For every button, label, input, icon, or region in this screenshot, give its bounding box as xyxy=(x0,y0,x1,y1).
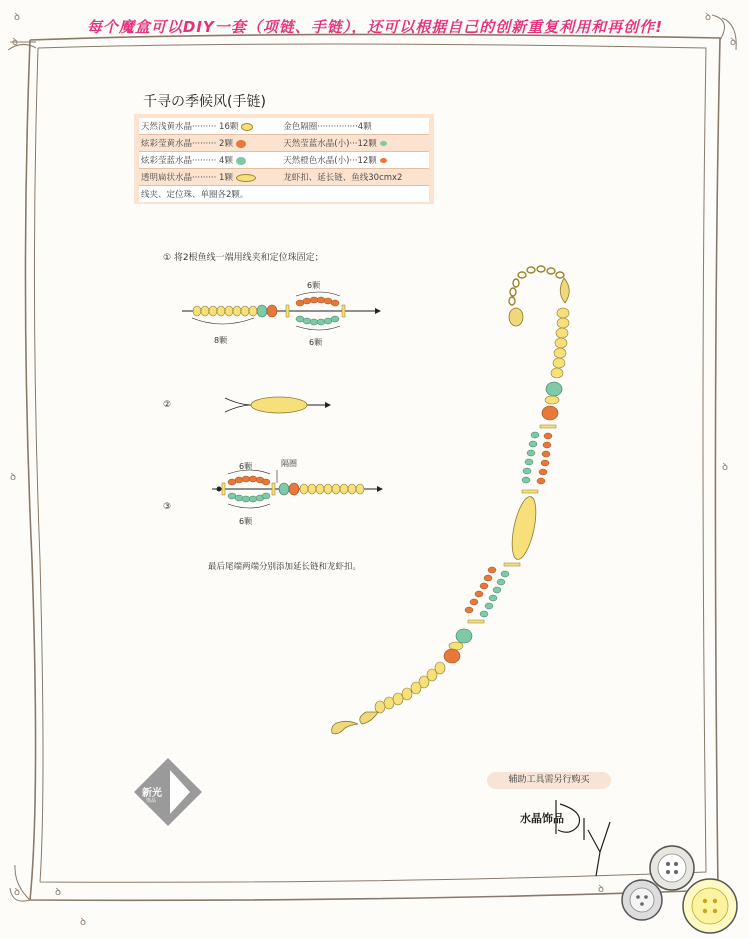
step-3-marker: ③ xyxy=(163,502,172,512)
tools-note-badge: 辅助工具需另行购买 xyxy=(487,772,611,789)
material-name: 天然浅黄水晶········· 16颗 xyxy=(139,118,281,135)
logo-text: 新光 xyxy=(142,788,162,799)
svg-text:ꝺ: ꝺ xyxy=(14,12,20,23)
logo-subtext: 饰品 xyxy=(146,798,157,804)
material-name: 龙虾扣、延长链、鱼线30cmx2 xyxy=(281,169,429,186)
svg-text:ꝺ: ꝺ xyxy=(14,887,20,898)
svg-text:ꝺ: ꝺ xyxy=(12,37,18,48)
spacer-label: 隔圈 xyxy=(281,459,297,468)
svg-text:ꝺ: ꝺ xyxy=(55,887,61,898)
bead-count-label: 6颗 xyxy=(239,517,253,526)
page-title: 千寻の季候风(手链) xyxy=(143,94,266,110)
bead-count-label: 8颗 xyxy=(214,336,228,345)
material-name: 炫彩莹蓝水晶········· 4颗 xyxy=(139,152,281,169)
brand-name: 水晶饰品 xyxy=(520,812,564,825)
final-note: 最后尾端两端分别添加延长链和龙虾扣。 xyxy=(208,562,362,572)
step-3-diagram xyxy=(212,470,382,508)
svg-text:ꝺ: ꝺ xyxy=(10,472,16,483)
material-name: 天然莹蓝水晶(小)···12颗 xyxy=(281,135,429,152)
svg-text:ꝺ: ꝺ xyxy=(80,917,86,928)
step-1-text: ① 将2根鱼线一端用线夹和定位珠固定； xyxy=(163,253,324,263)
step-2-diagram xyxy=(225,397,330,413)
material-name: 天然橙色水晶(小)···12颗 xyxy=(281,152,429,169)
bracelet-illustration xyxy=(332,266,570,734)
svg-text:ꝺ: ꝺ xyxy=(598,884,604,895)
material-name: 金色隔圈···············4颗 xyxy=(281,118,429,135)
bead-count-label: 6颗 xyxy=(309,338,323,347)
material-name: 线夹、定位珠、单圈各2颗。 xyxy=(141,190,249,200)
step-2-marker: ② xyxy=(163,400,172,410)
bead-count-label: 6颗 xyxy=(307,281,321,290)
header-banner: 每个魔盒可以DIY一套（项链、手链），还可以根据自己的创新重复利用和再创作! xyxy=(86,18,664,36)
svg-text:ꝺ: ꝺ xyxy=(705,12,711,23)
material-name: 透明扁状水晶········· 1颗 xyxy=(139,169,281,186)
svg-text:ꝺ: ꝺ xyxy=(730,37,736,48)
button-decoration xyxy=(622,846,737,933)
svg-text:ꝺ: ꝺ xyxy=(722,462,728,473)
material-name: 炫彩莹黄水晶········· 2颗 xyxy=(139,135,281,152)
diy-signature xyxy=(556,800,610,876)
bead-count-label: 6颗 xyxy=(239,462,253,471)
step-1-diagram xyxy=(182,292,380,330)
